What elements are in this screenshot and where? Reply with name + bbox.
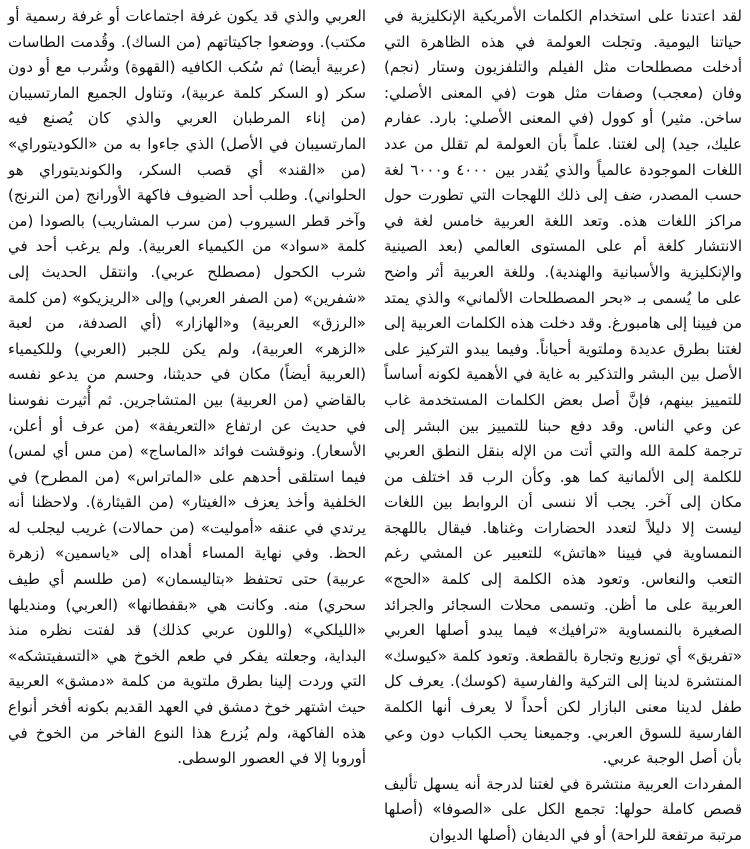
paragraph-loanwords-intro: لقد اعتدنا على استخدام الكلمات الأمريكية الإنكليزية في حياتنا اليومية. وتجلت العولمة في هذه الظاهرة التي أدخلت مصطلحات مثل الفيلم والتلفزيون وستار (نجم) وفان (معجب) وصفات مثل هوت (في المعنى الأصلي: ساخن. مثير) أو كوول (في المعنى الأصلي: بارد. عفارم عليك، جيد) إلى لغتنا. علماً بأن العولمة لم تقلل من عدد اللغات الموجودة عالمياً والذي يُقدر بين ٤٠٠٠ و٦٠٠٠ لغة حسب المصدر، ضف إلى ذلك اللهجات التي تطورت حول مراكز اللغات هذه. وتعد اللغة العربية خامس لغة في الانتشار كلغة أم على المستوى العالمي (بعد الصينية والإنكليزية والأسبانية والهندية). وللغة العربية أثر واضح على ما يُسمى بـ «بحر المصطلحات الألماني» والذي يمتد من فيينا إلى هامبورغ. وقد دخلت هذه الكلمات العربية إلى لغتنا بطرق عديدة وملتوية أحياناً. وفيما يبدو التركيز على الأصل بين البشر والتذكير به غاية في الأهمية لكونه أساساً للتمييز بينهم، فإنَّ أصل بعض الكلمات المستخدمة غاب عن وعي الناس. وقد دفع حبنا للتمييز بين البشر إلى ترجمة كلمة الله والتي أتت من الإله بنقل النطق العربي للكلمة إلى الألمانية كما هو. وكأن الرب قد اختلف من مكان إلى آخر. يجب ألا ننسى أن الروابط بين اللغات ليست إلا دليلاً لتعدد الحضارات وغناها. فيقال باللهجة النمساوية في فيينا «هاتش» للتعبير عن المشي رغم التعب والنعاس. وتعود هذه الكلمة إلى كلمة «الحج» العربية على ما أظن. وتسمى محلات السجائر والجرائد الصغيرة بالنمساوية «ترافيك» فيما يبدو أصلها العربي «تفريق» أي توزيع وتجارة بالقطعة. وتعود كلمة «كيوسك» المنتشرة لدينا إلى التركية والفارسية (كوسك). يعرف كل طفل لدينا معنى البازار لكن أحداً لا يعرف أنها الكلمة الفارسية للسوق العربي. وجميعنا يحب الكباب دون وعي بأن أصل الوجبة عربي.: [384, 7, 742, 768]
paragraph-story-continued: العربي والذي قد يكون غرفة اجتماعات أو غرفة رسمية أو مكتب). ووضعوا جاكيتاتهم (من الساك). وقُدمت الطاسات (عربية أيضا) ثم سُكب الكافيه (القهوة) وشُرب مع أو دون سكر (و السكر كلمة عربية)، وتناول الجميع المارتسيبان (من إناء المرطبان العربي والذي كان يُصنع فيه المارتسيبان في الأصل) الذي جاءوا به من «الكوديتوراي» (من «القند» أي قصب السكر، والكوندیتوراي هو الحلواني). وطلب أحد الضيوف فاكهة الأورانج (من النرنج) وآخر قطر السيروب (من سرب المشاريب) بالصودا (من كلمة «سواد» من الكيمياء العربية). ولم يرغب أحد في شرب الكحول (مصطلح عربي). وانتقل الحديث إلى «شفرين» (من الصفر العربي) وإلى «الريزيكو» (من كلمة «الرزق» العربية) و«الهازار» (أي الصدفة، من لعبة «الزهر» العربية)، ولم يكن للجبر (العربي) وللكيمياء (العربية أيضاً) مكان في حديثنا، وحسم من يدعو نفسه بالقاضي (من العربية) بين المتشاجرين. ثم أُثيرت نفوسنا في حديث عن ارتفاع «التعريفة» (من عرف أو أعلن، الأسعار). ونوقشت فوائد «الماساج» (من مس أي لمس) فيما استلقى أحدهم على «الماتراس» (من المطرح) في الخلفية وأخذ يعزف «الغيتار» (من القيثارة). ولاحظنا أنه يرتدي في عنقه «أموليت» (من حمالات) غريب ليجلب له الحظ. وفي نهاية المساء أهداه إلى «ياسمين» (زهرة عربية) حتى تحتفظ «بتاليسمان» (من طلسم أي طيف سحري) منه. وكانت هي «بقفطانها» (العربي) ومنديلها «الليلكي» (واللون عربي كذلك) قد لفتت نظره منذ البداية، وجعلته يفكر في طعم الخوخ هي «التسفيتشكه» التي وردت إلينا بطرق ملتوية من كلمة «دمشق» العربية حيث اشتهر خوخ دمشق في العهد القديم بكونه أفخر أنواع هذه الفاكهة، ولم يُزرع هذا النوع الفاخر من الخوخ في أوروبا إلا في العصور الوسطى.: [8, 7, 366, 768]
right-text-column: [384, 4, 742, 844]
paragraph-story-start: المفردات العربية منتشرة في لغتنا لدرجة أنه يسهل تأليف قصص كاملة حولها: تجمع الكل على «الصوفا» (أصلها مرتبة مرتفعة للراحة) أو في الديفان (أصلها الديوان: [384, 774, 742, 844]
left-text-column: [8, 4, 366, 827]
